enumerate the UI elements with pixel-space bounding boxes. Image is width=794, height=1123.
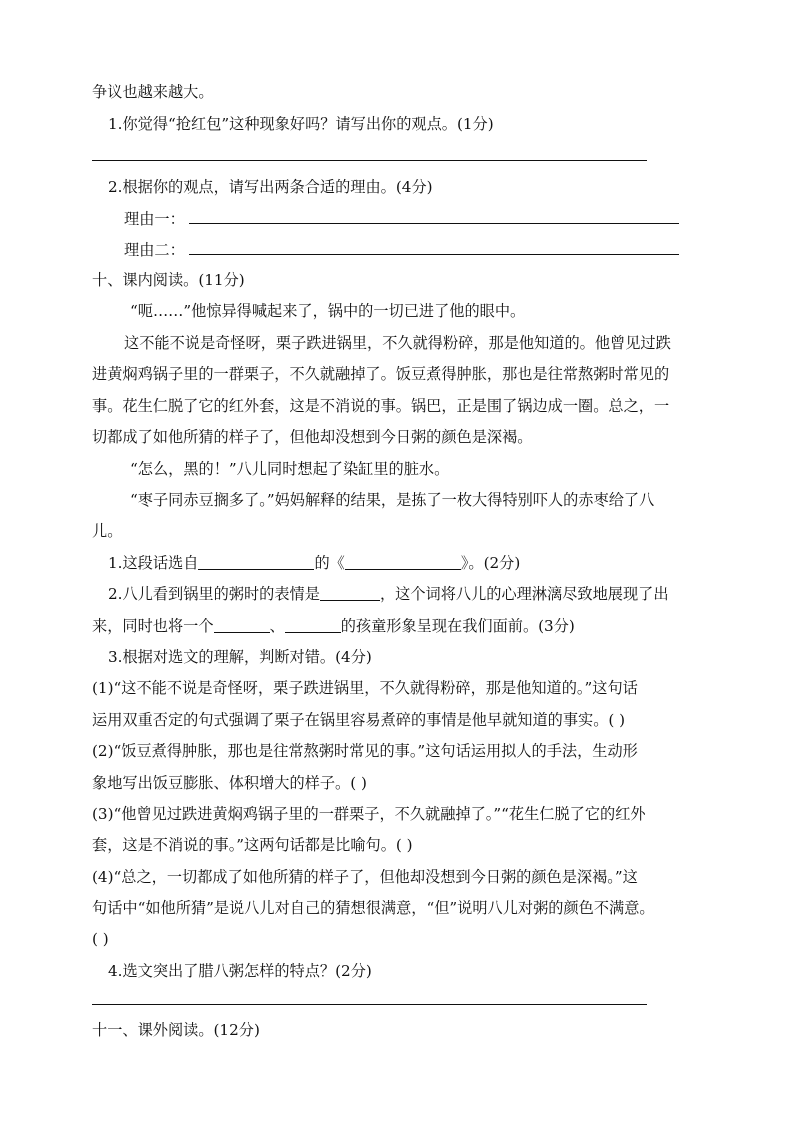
section-10-heading: 十、课内阅读。(11分)	[92, 271, 245, 289]
s10-q1-text-b: 的《	[314, 554, 345, 572]
s10-q2-text-b: ，这个词将八儿的心理淋漓尽致地展现了出	[379, 585, 669, 603]
blank-title[interactable]	[345, 555, 461, 570]
section-11-heading: 十一、课外阅读。(12分)	[92, 1021, 260, 1039]
s10-q2-text-a: 2.八儿看到锅里的粥时的表情是	[108, 585, 320, 603]
blank-expression[interactable]	[320, 586, 380, 601]
answer-line-reason-2[interactable]	[189, 254, 679, 255]
passage-line: “怎么，黑的！”八儿同时想起了染缸里的脏水。	[130, 460, 450, 478]
intro-tail: 争议也越来越大。	[92, 83, 214, 101]
blank-trait-2[interactable]	[285, 618, 341, 633]
blank-author[interactable]	[198, 555, 314, 570]
answer-line-s10-q4[interactable]	[92, 1004, 647, 1005]
judgement-3-line: 套，这是不消说的事。”这两句话都是比喻句。( )	[92, 836, 413, 854]
passage-line: 这不能不说是奇怪呀，栗子跌进锅里，不久就得粉碎，那是他知道的。他曾见过跌	[124, 334, 671, 352]
passage-line: 事。花生仁脱了它的红外套，这是不消说的事。锅巴，正是围了锅边成一圈。总之，一	[92, 397, 670, 415]
answer-line-q9-1[interactable]	[92, 160, 647, 161]
passage-line: “呃……”他惊异得喊起来了，锅中的一切已进了他的眼中。	[130, 302, 526, 320]
passage-line: 进黄焖鸡锅子里的一群栗子，不久就融掉了。饭豆煮得肿胀，那也是往常熬粥时常见的	[92, 365, 670, 383]
q9-question-2: 2.根据你的观点，请写出两条合适的理由。(4分)	[108, 178, 433, 196]
reason-1-label: 理由一：	[124, 210, 185, 228]
s10-question-3: 3.根据对选文的理解，判断对错。(4分)	[108, 648, 372, 666]
blank-trait-1[interactable]	[214, 618, 270, 633]
answer-line-reason-1[interactable]	[189, 223, 679, 224]
s10-q2-text-e: 的孩童形象呈现在我们面前。(3分)	[340, 617, 575, 635]
judgement-4-line: 句话中“如他所猜”是说八儿对自己的猜想很满意，“但”说明八儿对粥的颜色不满意。	[92, 899, 655, 917]
s10-question-2-line-1	[108, 584, 669, 604]
judgement-4-line: (4)“总之，一切都成了如他所猜的样子了，但他却没想到今日粥的颜色是深褐。”这	[92, 868, 638, 886]
q9-question-1: 1.你觉得“抢红包”这种现象好吗？请写出你的观点。(1分)	[108, 115, 494, 133]
judgement-2-line: 象地写出饭豆膨胀、体积增大的样子。( )	[92, 774, 367, 792]
judgement-3-line: (3)“他曾见过跌进黄焖鸡锅子里的一群栗子，不久就融掉了。”“花生仁脱了它的红外	[92, 805, 646, 823]
s10-q1-text-a: 1.这段话选自	[108, 554, 199, 572]
s10-q2-text-c: 来，同时也将一个	[92, 617, 214, 635]
s10-q1-text-c: 》。(2分)	[460, 554, 521, 572]
passage-line: 切都成了如他所猜的样子了，但他却没想到今日粥的颜色是深褐。	[92, 428, 533, 446]
s10-question-4: 4.选文突出了腊八粥怎样的特点？(2分)	[108, 962, 372, 980]
reason-2-label: 理由二：	[124, 241, 185, 259]
judgement-1-line: 运用双重否定的句式强调了栗子在锅里容易煮碎的事情是他早就知道的事实。( )	[92, 711, 626, 729]
s10-question-1	[108, 553, 520, 573]
judgement-2-line: (2)“饭豆煮得肿胀，那也是往常熬粥时常见的事。”这句话运用拟人的手法，生动形	[92, 742, 638, 760]
s10-q2-text-d: 、	[269, 617, 285, 635]
judgement-4-line: ( )	[92, 930, 109, 948]
passage-line: 儿。	[92, 522, 123, 540]
s10-question-2-line-2	[92, 616, 575, 636]
passage-line: “枣子同赤豆搁多了。”妈妈解释的结果，是拣了一枚大得特别吓人的赤枣给了八	[130, 491, 655, 509]
judgement-1-line: (1)“这不能不说是奇怪呀，栗子跌进锅里，不久就得粉碎，那是他知道的。”这句话	[92, 679, 638, 697]
